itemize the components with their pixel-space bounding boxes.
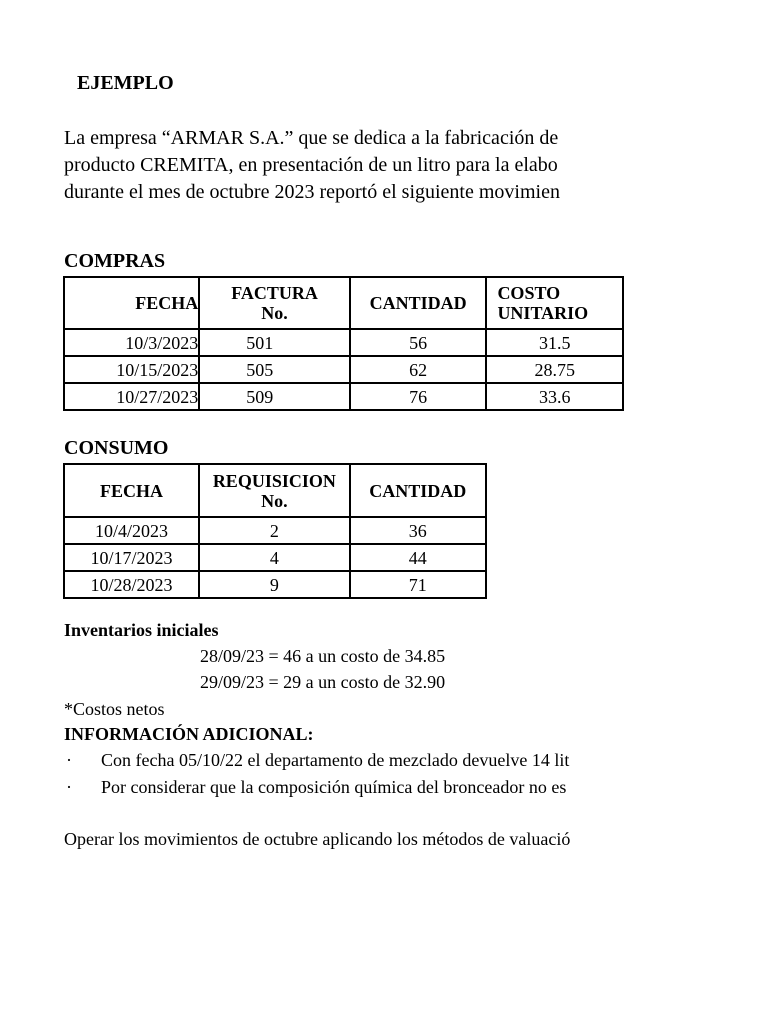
document-title: EJEMPLO (77, 72, 174, 94)
consumo-header-row (64, 464, 486, 517)
compras-cell-fecha: 10/15/2023 (64, 356, 199, 383)
table-row (64, 517, 486, 544)
table-row (64, 544, 486, 571)
consumo-cell-cantidad: 36 (350, 517, 486, 544)
compras-cell-cantidad: 56 (350, 329, 487, 356)
consumo-cell-cantidad: 71 (350, 571, 486, 598)
compras-cell-costo: 31.5 (486, 329, 623, 356)
consumo-cell-requisicion: 2 (199, 517, 350, 544)
table-row (64, 383, 623, 410)
consumo-cell-requisicion: 4 (199, 544, 350, 571)
compras-cell-costo: 28.75 (486, 356, 623, 383)
table-row (64, 571, 486, 598)
compras-cell-fecha: 10/27/2023 (64, 383, 199, 410)
compras-title: COMPRAS (64, 250, 166, 272)
consumo-cell-cantidad: 44 (350, 544, 486, 571)
compras-cell-fecha: 10/3/2023 (64, 329, 199, 356)
compras-cell-cantidad: 62 (350, 356, 487, 383)
compras-cell-costo: 33.6 (486, 383, 623, 410)
consumo-title: CONSUMO (64, 437, 169, 459)
inventarios-title: Inventarios iniciales (64, 620, 219, 640)
inventario-line-2: 29/09/23 = 29 a un costo de 32.90 (200, 672, 446, 692)
consumo-header-cantidad: CANTIDAD (350, 464, 486, 517)
consumo-header-fecha: FECHA (64, 464, 199, 517)
info-adicional-title: INFORMACIÓN ADICIONAL: (64, 724, 314, 744)
compras-cell-cantidad: 76 (350, 383, 487, 410)
compras-header-factura: FACTURA No. (199, 277, 350, 329)
compras-header-row (64, 277, 623, 329)
consumo-cell-fecha: 10/28/2023 (64, 571, 199, 598)
compras-cell-factura: 505 (199, 356, 350, 383)
intro-line-2: producto CREMITA, en presentación de un litro para la elabo (64, 154, 558, 176)
final-instruction: Operar los movimientos de octubre aplicando los métodos de valuació (64, 829, 571, 849)
table-row (64, 356, 623, 383)
bullet-icon: · (66, 777, 72, 797)
inventario-line-1: 28/09/23 = 46 a un costo de 34.85 (200, 646, 446, 666)
intro-line-1: La empresa “ARMAR S.A.” que se dedica a la fabricación de (64, 127, 559, 149)
consumo-cell-requisicion: 9 (199, 571, 350, 598)
consumo-header-requisicion: REQUISICION No. (199, 464, 350, 517)
info-item-2: Por considerar que la composición química del bronceador no es (101, 777, 567, 797)
consumo-table (63, 463, 487, 599)
bullet-icon: · (66, 750, 72, 770)
consumo-cell-fecha: 10/4/2023 (64, 517, 199, 544)
compras-cell-factura: 509 (199, 383, 350, 410)
info-item-1: Con fecha 05/10/22 el departamento de mezclado devuelve 14 lit (101, 750, 570, 770)
consumo-cell-fecha: 10/17/2023 (64, 544, 199, 571)
table-row (64, 329, 623, 356)
compras-header-fecha: FECHA (64, 277, 199, 329)
compras-table (63, 276, 624, 411)
compras-header-costo: COSTO UNITARIO (486, 277, 623, 329)
compras-header-cantidad: CANTIDAD (350, 277, 487, 329)
compras-cell-factura: 501 (199, 329, 350, 356)
intro-line-3: durante el mes de octubre 2023 reportó el siguiente movimien (64, 181, 560, 203)
costos-netos-note: *Costos netos (64, 699, 165, 719)
